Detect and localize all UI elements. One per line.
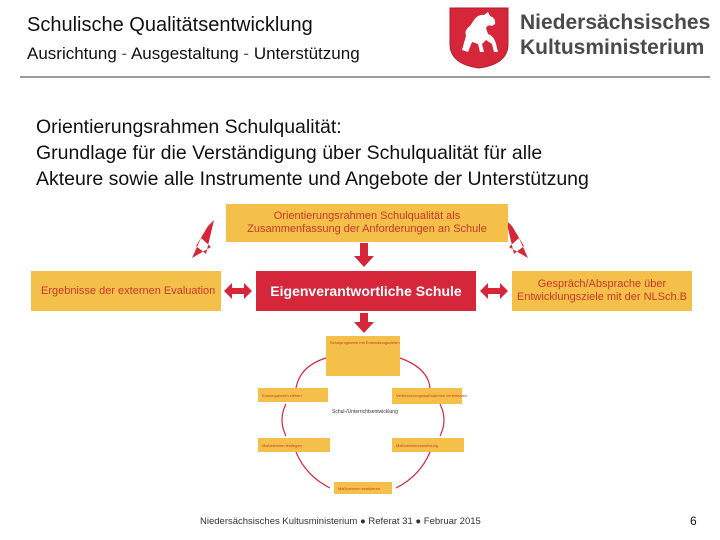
- subtitle-separator: -: [238, 44, 254, 63]
- cycle-text-right-lower: Maßnahmenumsetzung: [396, 443, 439, 448]
- main-line-1: Orientierungsrahmen Schulqualität:: [36, 116, 342, 138]
- eigenverantwortliche-schule-box: Eigenverantwortliche Schule: [256, 271, 476, 311]
- footer-text: [200, 516, 481, 527]
- logo-line-1: Niedersächsisches: [520, 11, 711, 34]
- footer-ref: Referat 31: [368, 516, 413, 527]
- cycle-text-left-lower: Maßnahmen festlegen: [262, 443, 302, 448]
- main-line-3-text-a: Akteure sowie: [36, 168, 164, 190]
- footer-separator: ●: [412, 516, 424, 527]
- page-number: 6: [690, 514, 697, 528]
- cycle-arc-top-right: [400, 358, 430, 388]
- cycle-arc-bottom-left: [296, 452, 330, 488]
- arrow-down-top-icon: [354, 243, 374, 267]
- footer-separator: ●: [357, 516, 369, 527]
- footer-org: Niedersächsisches Kultusministerium: [200, 516, 358, 527]
- cycle-text-right-upper: Verbesserungsmaßnahmen vereinbaren: [396, 393, 468, 398]
- cycle-arc-bottom-right: [396, 452, 430, 488]
- double-arrow-left-icon: [224, 283, 252, 299]
- arrow-down-left-icon: [506, 220, 528, 258]
- main-line-2-emphasis: alle: [511, 142, 543, 164]
- slide-title: Schulische Qualitätsentwicklung: [27, 14, 313, 36]
- cycle-center-label: Schul-/Unterrichtsentwicklung: [332, 409, 398, 415]
- main-line-2-text: Grundlage für die Verständigung über Schulqualität für: [36, 142, 512, 164]
- cycle-arc-right: [440, 404, 444, 436]
- main-line-3-text-c: Instrumente und Angebote der Unterstützung: [194, 168, 589, 190]
- cycle-text-bottom: Maßnahmen evaluieren: [338, 486, 381, 491]
- footer-date: Februar 2015: [423, 516, 481, 527]
- logo-line-2: Kultusministerium: [520, 36, 705, 59]
- cycle-arc-left: [282, 404, 286, 436]
- subtitle-separator: -: [116, 44, 131, 63]
- externe-evaluation-box: Ergebnisse der externen Evaluation: [31, 271, 221, 311]
- cycle-arc-top-left: [296, 358, 326, 388]
- arrow-down-right-icon: [192, 220, 214, 258]
- subtitle-ausrichtung: Ausrichtung: [27, 44, 117, 63]
- cycle-text-top: Schulprogramm mit Entwicklungszielen: [330, 340, 400, 345]
- subtitle-unterstuetzung: Unterstützung: [253, 44, 360, 63]
- arrow-down-cycle-icon: [354, 313, 374, 333]
- gespraech-absprache-box: Gespräch/Absprache über Entwicklungsziele mit der NLSch.B: [512, 271, 692, 311]
- orientierungsrahmen-box: Orientierungsrahmen Schulqualität als Zusammenfassung der Anforderungen an Schule: [226, 204, 508, 242]
- main-line-3-emphasis: alle: [163, 168, 195, 190]
- cycle-text-left-upper: Konsequenzen ziehen: [262, 393, 302, 398]
- subtitle-ausgestaltung: Ausgestaltung: [130, 44, 239, 63]
- double-arrow-right-icon: [480, 283, 508, 299]
